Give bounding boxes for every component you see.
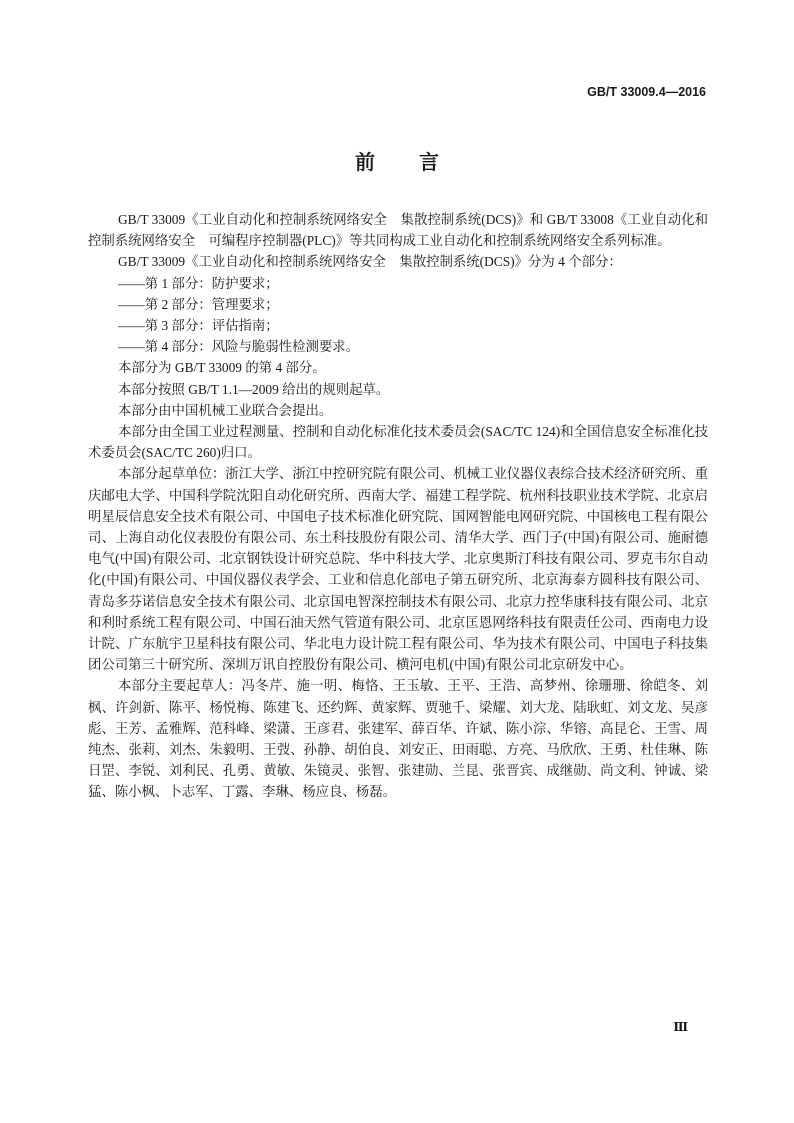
paragraph-drafting-organizations: 本部分起草单位：浙江大学、浙江中控研究院有限公司、机械工业仪器仪表综合技术经济研究所、重庆邮电大学、中国科学院沈阳自动化研究所、西南大学、福建工程学院、杭州科技职业技术学院、北京启明星辰信息安全技术有限公司、中国电子技术标准化研究院、国网智能电网研究院、中国核电工程有限公司、上海自动化仪表股份有限公司、东土科技股份有限公司、清华大学、西门子(中国)有限公司、施耐德电气(中国)有限公司、北京钢铁设计研究总院、华中科技大学、北京奥斯汀科技有限公司、罗克韦尔自动化(中国)有限公司、中国仪器仪表学会、工业和信息化部电子第五研究所、北京海泰方圆科技有限公司、青岛多芬诺信息安全技术有限公司、北京国电智深控制技术有限公司、北京力控华康科技有限公司、北京和利时系统工程有限公司、中国石油天然气管道有限公司、北京匡恩网络科技有限责任公司、西南电力设计院、广东航宇卫星科技有限公司、华北电力设计院工程有限公司、华为技术有限公司、中国电子科技集团公司第三十研究所、深圳万讯自控股份有限公司、横河电机(中国)有限公司北京研发中心。 bbox=[88, 466, 708, 673]
list-item-part-2: ——第 2 部分：管理要求； bbox=[118, 296, 279, 312]
foreword-body bbox=[88, 209, 708, 803]
paragraph-series-intro: GB/T 33009《工业自动化和控制系统网络安全 集散控制系统(DCS)》和 GB/T 33008《工业自动化和控制系统网络安全 可编程序控制器(PLC)》等共同构成工业自动化和控制系统网络安全系列标准。 bbox=[88, 212, 708, 249]
page-title: 前 言 bbox=[355, 150, 451, 174]
paragraph-this-part: 本部分为 GB/T 33009 的第 4 部分。 bbox=[118, 360, 326, 376]
standard-number: GB/T 33009.4—2016 bbox=[587, 85, 706, 99]
paragraph-proposed-by: 本部分由中国机械工业联合会提出。 bbox=[118, 402, 333, 418]
paragraph-administered-by: 本部分由全国工业过程测量、控制和自动化标准化技术委员会(SAC/TC 124)和全国信息安全标准化技术委员会(SAC/TC 260)归口。 bbox=[88, 424, 708, 461]
list-item-part-3: ——第 3 部分：评估指南； bbox=[118, 318, 279, 334]
list-item-part-1: ——第 1 部分：防护要求； bbox=[118, 275, 279, 291]
list-item-part-4: ——第 4 部分：风险与脆弱性检测要求。 bbox=[118, 339, 360, 355]
paragraph-parts-intro: GB/T 33009《工业自动化和控制系统网络安全 集散控制系统(DCS)》分为 4 个部分： bbox=[118, 254, 622, 270]
paragraph-principal-drafters: 本部分主要起草人：冯冬芹、施一明、梅恪、王玉敏、王平、王浩、高梦州、徐珊珊、徐皑冬、刘枫、许剑新、陈平、杨悦梅、陈建飞、还约辉、黄家辉、贾驰千、梁耀、刘大龙、陆耿虹、刘文龙、吴彦彪、王芳、孟雅辉、范科峰、梁潇、王彦君、张建军、薛百华、许斌、陈小淙、华镕、高昆仑、王雪、周纯杰、张莉、刘杰、朱毅明、王弢、孙静、胡伯良、刘安正、田雨聪、方亮、马欣欣、王勇、杜佳琳、陈日罡、李锐、刘利民、孔勇、黄敏、朱镜灵、张智、张建勋、兰昆、张晋宾、成继勋、尚文利、钟诚、梁猛、陈小枫、卜志军、丁露、李琳、杨应良、杨磊。 bbox=[88, 678, 708, 800]
paragraph-drafting-rules: 本部分按照 GB/T 1.1—2009 给出的规则起草。 bbox=[118, 381, 390, 397]
page-number: Ⅲ bbox=[673, 1020, 688, 1034]
